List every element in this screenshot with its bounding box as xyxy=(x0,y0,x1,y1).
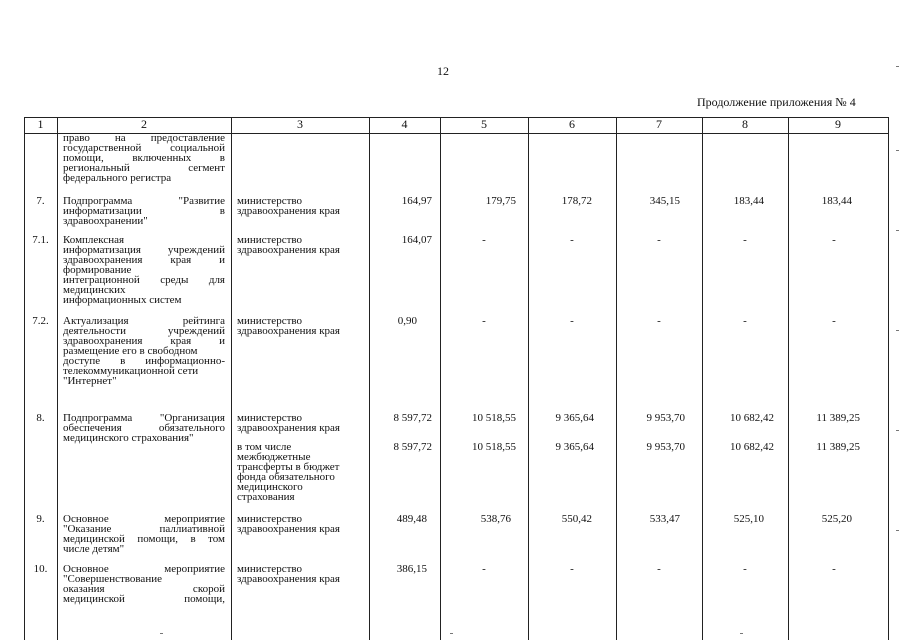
value-col9: 11 389,25 xyxy=(816,412,860,424)
appendix-label: Продолжение приложения № 4 xyxy=(697,95,856,109)
column-header: 2 xyxy=(141,117,147,131)
value-col7: 9 953,70 xyxy=(646,412,685,424)
column-header: 8 xyxy=(742,117,748,131)
row-name: Основное мероприятие "Оказание паллиативной медицинской помощи, в том числе детям" xyxy=(63,513,225,555)
value-col4: 164,97 xyxy=(401,195,432,207)
value-col6: - xyxy=(570,234,574,246)
value-col9: 183,44 xyxy=(821,195,852,207)
value-col4: 0,90 xyxy=(397,315,417,327)
value-col8: - xyxy=(743,563,747,575)
row-executor: министерство здравоохранения края xyxy=(237,513,340,535)
value-col9: - xyxy=(832,234,836,246)
scan-dot xyxy=(896,430,899,431)
value-col9: 11 389,25 xyxy=(816,441,860,453)
value-col6: 9 365,64 xyxy=(555,441,594,453)
value-col4: 489,48 xyxy=(396,513,427,525)
value-col7: 345,15 xyxy=(649,195,680,207)
value-col5: 10 518,55 xyxy=(472,412,516,424)
row-name: Подпрограмма "Организация обеспечения обязательного медицинского страхования" xyxy=(63,412,225,444)
row-name: Комплексная информатизация учреждений здравоохранения края и формирование интеграционной среды для медицинских информационных систем xyxy=(63,234,225,306)
value-col7: 9 953,70 xyxy=(646,441,685,453)
row-executor-sub: в том числе межбюджетные трансферты в бюджет фонда обязательного медицинского страхования xyxy=(237,441,340,503)
scan-dot xyxy=(740,633,743,634)
value-col5: 10 518,55 xyxy=(472,441,516,453)
column-header: 7 xyxy=(656,117,662,131)
value-col6: 9 365,64 xyxy=(555,412,594,424)
value-col6: - xyxy=(570,563,574,575)
row-number: 9. xyxy=(36,513,45,525)
value-col8: 525,10 xyxy=(733,513,764,525)
value-col6: 178,72 xyxy=(561,195,592,207)
value-col8: 10 682,42 xyxy=(730,412,774,424)
scan-dot xyxy=(896,66,899,67)
row-number: 8. xyxy=(36,412,45,424)
row-executor: министерство здравоохранения края xyxy=(237,563,340,585)
value-col5: 179,75 xyxy=(485,195,516,207)
row-name: Основное мероприятие "Совершенствование оказания скорой медицинской помощи, xyxy=(63,563,225,605)
value-col8: 183,44 xyxy=(733,195,764,207)
gridline xyxy=(57,117,58,640)
scan-dot xyxy=(896,530,899,531)
value-col7: - xyxy=(657,563,661,575)
value-col6: 550,42 xyxy=(561,513,592,525)
value-col7: - xyxy=(657,234,661,246)
row-executor: министерство здравоохранения края xyxy=(237,412,340,434)
value-col5: 538,76 xyxy=(480,513,511,525)
value-col4: 386,15 xyxy=(396,563,427,575)
value-col8: - xyxy=(743,234,747,246)
value-col9: 525,20 xyxy=(821,513,852,525)
scan-dot xyxy=(896,230,899,231)
scan-dot xyxy=(450,633,453,634)
gridline xyxy=(888,117,889,640)
row-number: 7.1. xyxy=(32,234,49,246)
value-col8: - xyxy=(743,315,747,327)
row-number: 7.2. xyxy=(32,315,49,327)
column-header: 5 xyxy=(481,117,487,131)
gridline xyxy=(231,117,232,640)
column-header: 1 xyxy=(37,117,44,131)
scan-dot xyxy=(160,633,163,634)
value-col4: 164,07 xyxy=(401,234,432,246)
row-number: 10. xyxy=(33,563,48,575)
page-number: 12 xyxy=(437,64,449,78)
row-number: 7. xyxy=(36,195,45,207)
value-col4: 8 597,72 xyxy=(393,441,432,453)
row-executor: министерство здравоохранения края xyxy=(237,315,340,337)
value-col5: - xyxy=(482,234,486,246)
value-col8: 10 682,42 xyxy=(730,441,774,453)
value-col6: - xyxy=(570,315,574,327)
column-header: 6 xyxy=(569,117,575,131)
row-name: Подпрограмма "Развитие информатизации в здравоохранении" xyxy=(63,195,225,227)
scan-dot xyxy=(896,150,899,151)
continued-item-text: право на предоставление государственной социальной помощи, включенных в региональный сегмент федерального регистра xyxy=(63,132,225,184)
row-name: Актуализация рейтинга деятельности учреждений здравоохранения края и размещение его в свободном доступе в информационно- телекоммуникационной сети "Интернет" xyxy=(63,315,225,387)
value-col5: - xyxy=(482,563,486,575)
column-header: 3 xyxy=(297,117,303,131)
row-executor: министерство здравоохранения края xyxy=(237,234,340,256)
column-header: 4 xyxy=(401,117,408,131)
value-col9: - xyxy=(832,315,836,327)
value-col7: - xyxy=(657,315,661,327)
column-header: 9 xyxy=(835,117,841,131)
value-col7: 533,47 xyxy=(649,513,680,525)
row-executor: министерство здравоохранения края xyxy=(237,195,340,217)
value-col4: 8 597,72 xyxy=(393,412,432,424)
value-col9: - xyxy=(832,563,836,575)
value-col5: - xyxy=(482,315,486,327)
scan-dot xyxy=(896,330,899,331)
